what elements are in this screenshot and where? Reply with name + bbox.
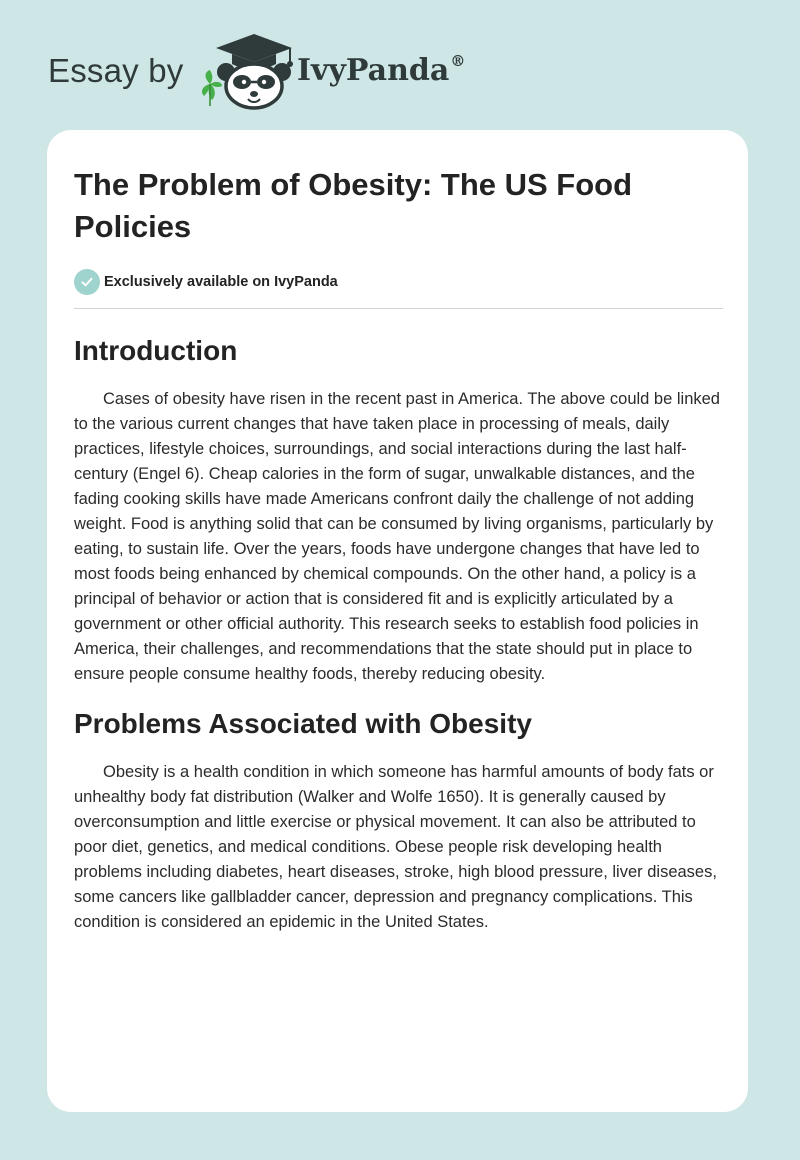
section-problems-obesity <box>74 706 723 935</box>
section-heading: Introduction <box>74 335 238 366</box>
brand-prefix: Essay by <box>48 52 184 89</box>
registered-mark: ® <box>450 52 466 70</box>
essay-card <box>47 130 748 1112</box>
panda-graduate-icon[interactable] <box>198 32 294 110</box>
section-paragraph: Obesity is a health condition in which someone has harmful amounts of body fats or unhealthy body fat distribution (Walker and Wolfe 1650). It is generally caused by overconsumption and little exercise or physical movement. It can also be attributed to poor diet, genetics, and medical conditions. Obese people risk developing health problems including diabetes, heart diseases, stroke, high blood pressure, liver diseases, some cancers like gallbladder cancer, depression and pregnancy complications. This condition is considered an epidemic in the United States. <box>74 763 717 931</box>
section-paragraph: Cases of obesity have risen in the recent past in America. The above could be linked to the various current changes that have taken place in processing of meals, daily practices, lifestyle choices, surroundings, and social interactions during the last half-century (Engel 6). Cheap calories in the form of sugar, unwalkable distances, and the fading cooking skills have made Americans confront daily the challenge of not adding weight. Food is anything solid that can be consumed by living organisms, particularly by eating, to sustain life. Over the years, foods have undergone changes that have led to most foods being enhanced by chemical compounds. On the other hand, a policy is a principal of behavior or action that is considered fit and is explicitly articulated by a government or other official authority. This research seeks to establish food policies in America, their challenges, and recommendations that the state should put in place to ensure people consume healthy foods, thereby reducing obesity. <box>74 390 720 683</box>
exclusive-badge-text: Exclusively available on IvyPanda <box>104 274 338 290</box>
title-divider <box>74 308 723 309</box>
check-circle-icon <box>74 269 100 295</box>
essay-title: The Problem of Obesity: The US Food Policies <box>74 167 633 244</box>
exclusive-badge <box>74 268 723 296</box>
essay-content <box>74 164 723 935</box>
section-introduction <box>74 333 723 687</box>
brand-header <box>48 30 508 110</box>
brand-name[interactable]: IvyPanda® <box>297 52 466 88</box>
section-heading: Problems Associated with Obesity <box>74 708 532 739</box>
